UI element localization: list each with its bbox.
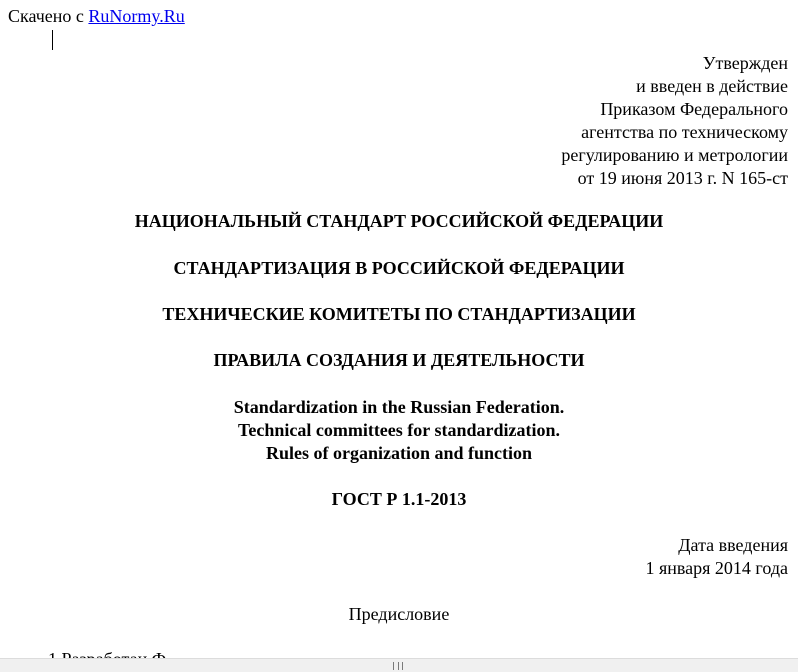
download-source-line	[8, 6, 185, 26]
standardization-title: СТАНДАРТИЗАЦИЯ В РОССИЙСКОЙ ФЕДЕРАЦИИ	[173, 258, 625, 278]
download-prefix: Скачено с	[8, 6, 84, 26]
horizontal-scrollbar[interactable]	[0, 658, 798, 672]
intro-date-block	[645, 534, 788, 580]
english-title-line: Rules of organization and function	[265, 443, 533, 463]
rules-title: ПРАВИЛА СОЗДАНИЯ И ДЕЯТЕЛЬНОСТИ	[213, 350, 585, 370]
intro-date-value: 1 января 2014 года	[645, 558, 788, 578]
gost-designation: ГОСТ Р 1.1-2013	[331, 489, 467, 509]
approval-line: регулированию и метрологии	[561, 145, 788, 165]
text-cursor	[52, 30, 53, 50]
approval-line: и введен в действие	[636, 76, 788, 96]
approval-block	[561, 52, 788, 190]
runormy-link[interactable]: RuNormy.Ru	[88, 6, 185, 26]
approval-line: Утвержден	[702, 53, 788, 73]
english-title-line: Technical committees for standardization.	[238, 420, 560, 440]
approval-line: агентства по техническому	[581, 122, 788, 142]
technical-committees-title: ТЕХНИЧЕСКИЕ КОМИТЕТЫ ПО СТАНДАРТИЗАЦИИ	[162, 304, 636, 324]
english-title-line: Standardization in the Russian Federation.	[233, 397, 565, 417]
national-standard-title: НАЦИОНАЛЬНЫЙ СТАНДАРТ РОССИЙСКОЙ ФЕДЕРАЦИИ	[134, 211, 664, 231]
scrollbar-grip-icon[interactable]	[393, 662, 403, 670]
intro-date-label: Дата введения	[678, 535, 788, 555]
approval-line: Приказом Федерального	[600, 99, 788, 119]
preface-heading: Предисловие	[348, 604, 450, 624]
english-title-block	[0, 396, 798, 465]
approval-line: от 19 июня 2013 г. N 165-ст	[577, 168, 788, 188]
